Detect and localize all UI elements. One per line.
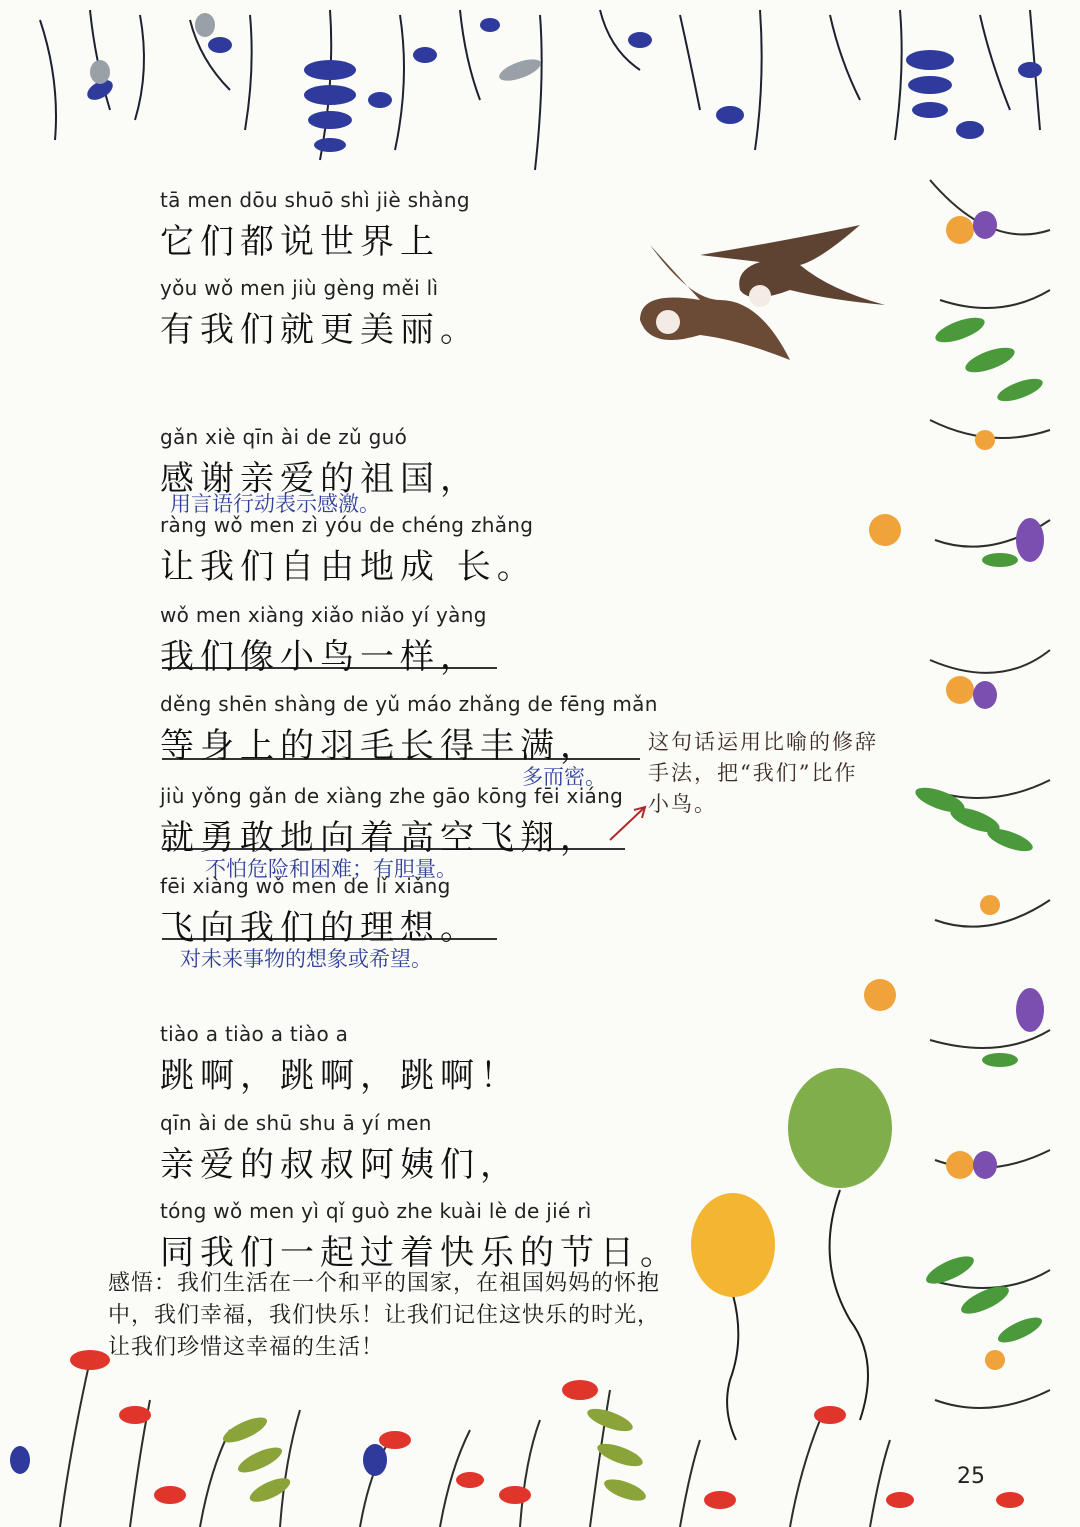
pinyin-text: yǒu wǒ men jiù gèng měi lì <box>160 276 439 300</box>
poem-line-8 <box>160 874 480 949</box>
top-blue-leaves <box>84 18 1042 152</box>
pinyin-text: qīn ài de shū shu ā yí men <box>160 1111 432 1135</box>
pinyin-text: gǎn xiè qīn ài de zǔ guó <box>160 425 408 449</box>
poem-line-7 <box>160 784 623 859</box>
poem-line-11 <box>160 1199 680 1274</box>
hanzi-text: 我们像小鸟一样， <box>160 637 480 677</box>
pinyin-text: ràng wǒ men zì yóu de chéng zhǎng <box>160 513 534 537</box>
poem-line-9 <box>160 1022 520 1097</box>
poem-line-5 <box>160 603 487 678</box>
hanzi-text: 飞向我们的理想。 <box>160 908 480 948</box>
hanzi-text: 让我们自由地成 长。 <box>160 547 537 587</box>
annotation-lixiang: 对未来事物的想象或希望。 <box>180 947 432 971</box>
pinyin-text: tā men dōu shuō shì jiè shàng <box>160 188 470 212</box>
page-number: 25 <box>957 1464 985 1489</box>
simile-side-note: 这句话运用比喻的修辞手法，把“我们”比作小鸟。 <box>648 730 878 816</box>
poem-line-1 <box>160 188 470 263</box>
pinyin-text: wǒ men xiàng xiǎo niǎo yí yàng <box>160 603 487 627</box>
annotation-fengman: 多而密。 <box>522 765 606 789</box>
pinyin-text: fēi xiàng wǒ men de lǐ xiǎng <box>160 874 451 898</box>
hanzi-text: 感谢亲爱的祖国， <box>160 459 480 499</box>
annotation-yonggan: 不怕危险和困难；有胆量。 <box>205 857 457 881</box>
pinyin-text: jiù yǒng gǎn de xiàng zhe gāo kōng fēi xiáng <box>160 784 624 808</box>
hanzi-text: 亲爱的叔叔阿姨们， <box>160 1145 520 1185</box>
pinyin-text: tiào a tiào a tiào a <box>160 1022 349 1046</box>
bottom-red-flowers <box>70 1350 1024 1509</box>
bottom-blue-buds <box>10 1444 387 1476</box>
hanzi-text: 它们都说世界上 <box>160 222 440 262</box>
poem-line-10 <box>160 1111 520 1186</box>
flying-birds <box>640 225 885 360</box>
top-foliage <box>40 10 1040 170</box>
hanzi-text: 有我们就更美丽。 <box>160 310 480 350</box>
hanzi-text: 同我们一起过着快乐的节日。 <box>160 1233 680 1273</box>
pinyin-text: tóng wǒ men yì qǐ guò zhe kuài lè de jié rì <box>160 1199 592 1223</box>
hanzi-text: 跳啊，跳啊，跳啊！ <box>160 1056 520 1096</box>
pinyin-text: děng shēn shàng de yǔ máo zhǎng de fēng mǎn <box>160 692 658 716</box>
hanzi-text: 等身上的羽毛长得丰满， <box>160 726 600 766</box>
bottom-foliage <box>60 1360 890 1527</box>
hanzi-text: 就勇敢地向着高空飞翔， <box>160 818 600 858</box>
reflection-summary: 感悟：我们生活在一个和平的国家，在祖国妈妈的怀抱中，我们幸福，我们快乐！让我们记住这快乐的时光，让我们珍惜这幸福的生活！ <box>108 1271 661 1360</box>
balloons <box>691 1068 892 1440</box>
poem-line-2 <box>160 276 480 351</box>
poem-line-6 <box>160 692 658 767</box>
right-green-leaves <box>912 313 1045 1348</box>
annotation-ganxie: 用言语行动表示感激。 <box>170 492 380 516</box>
poem-line-4 <box>160 513 537 588</box>
